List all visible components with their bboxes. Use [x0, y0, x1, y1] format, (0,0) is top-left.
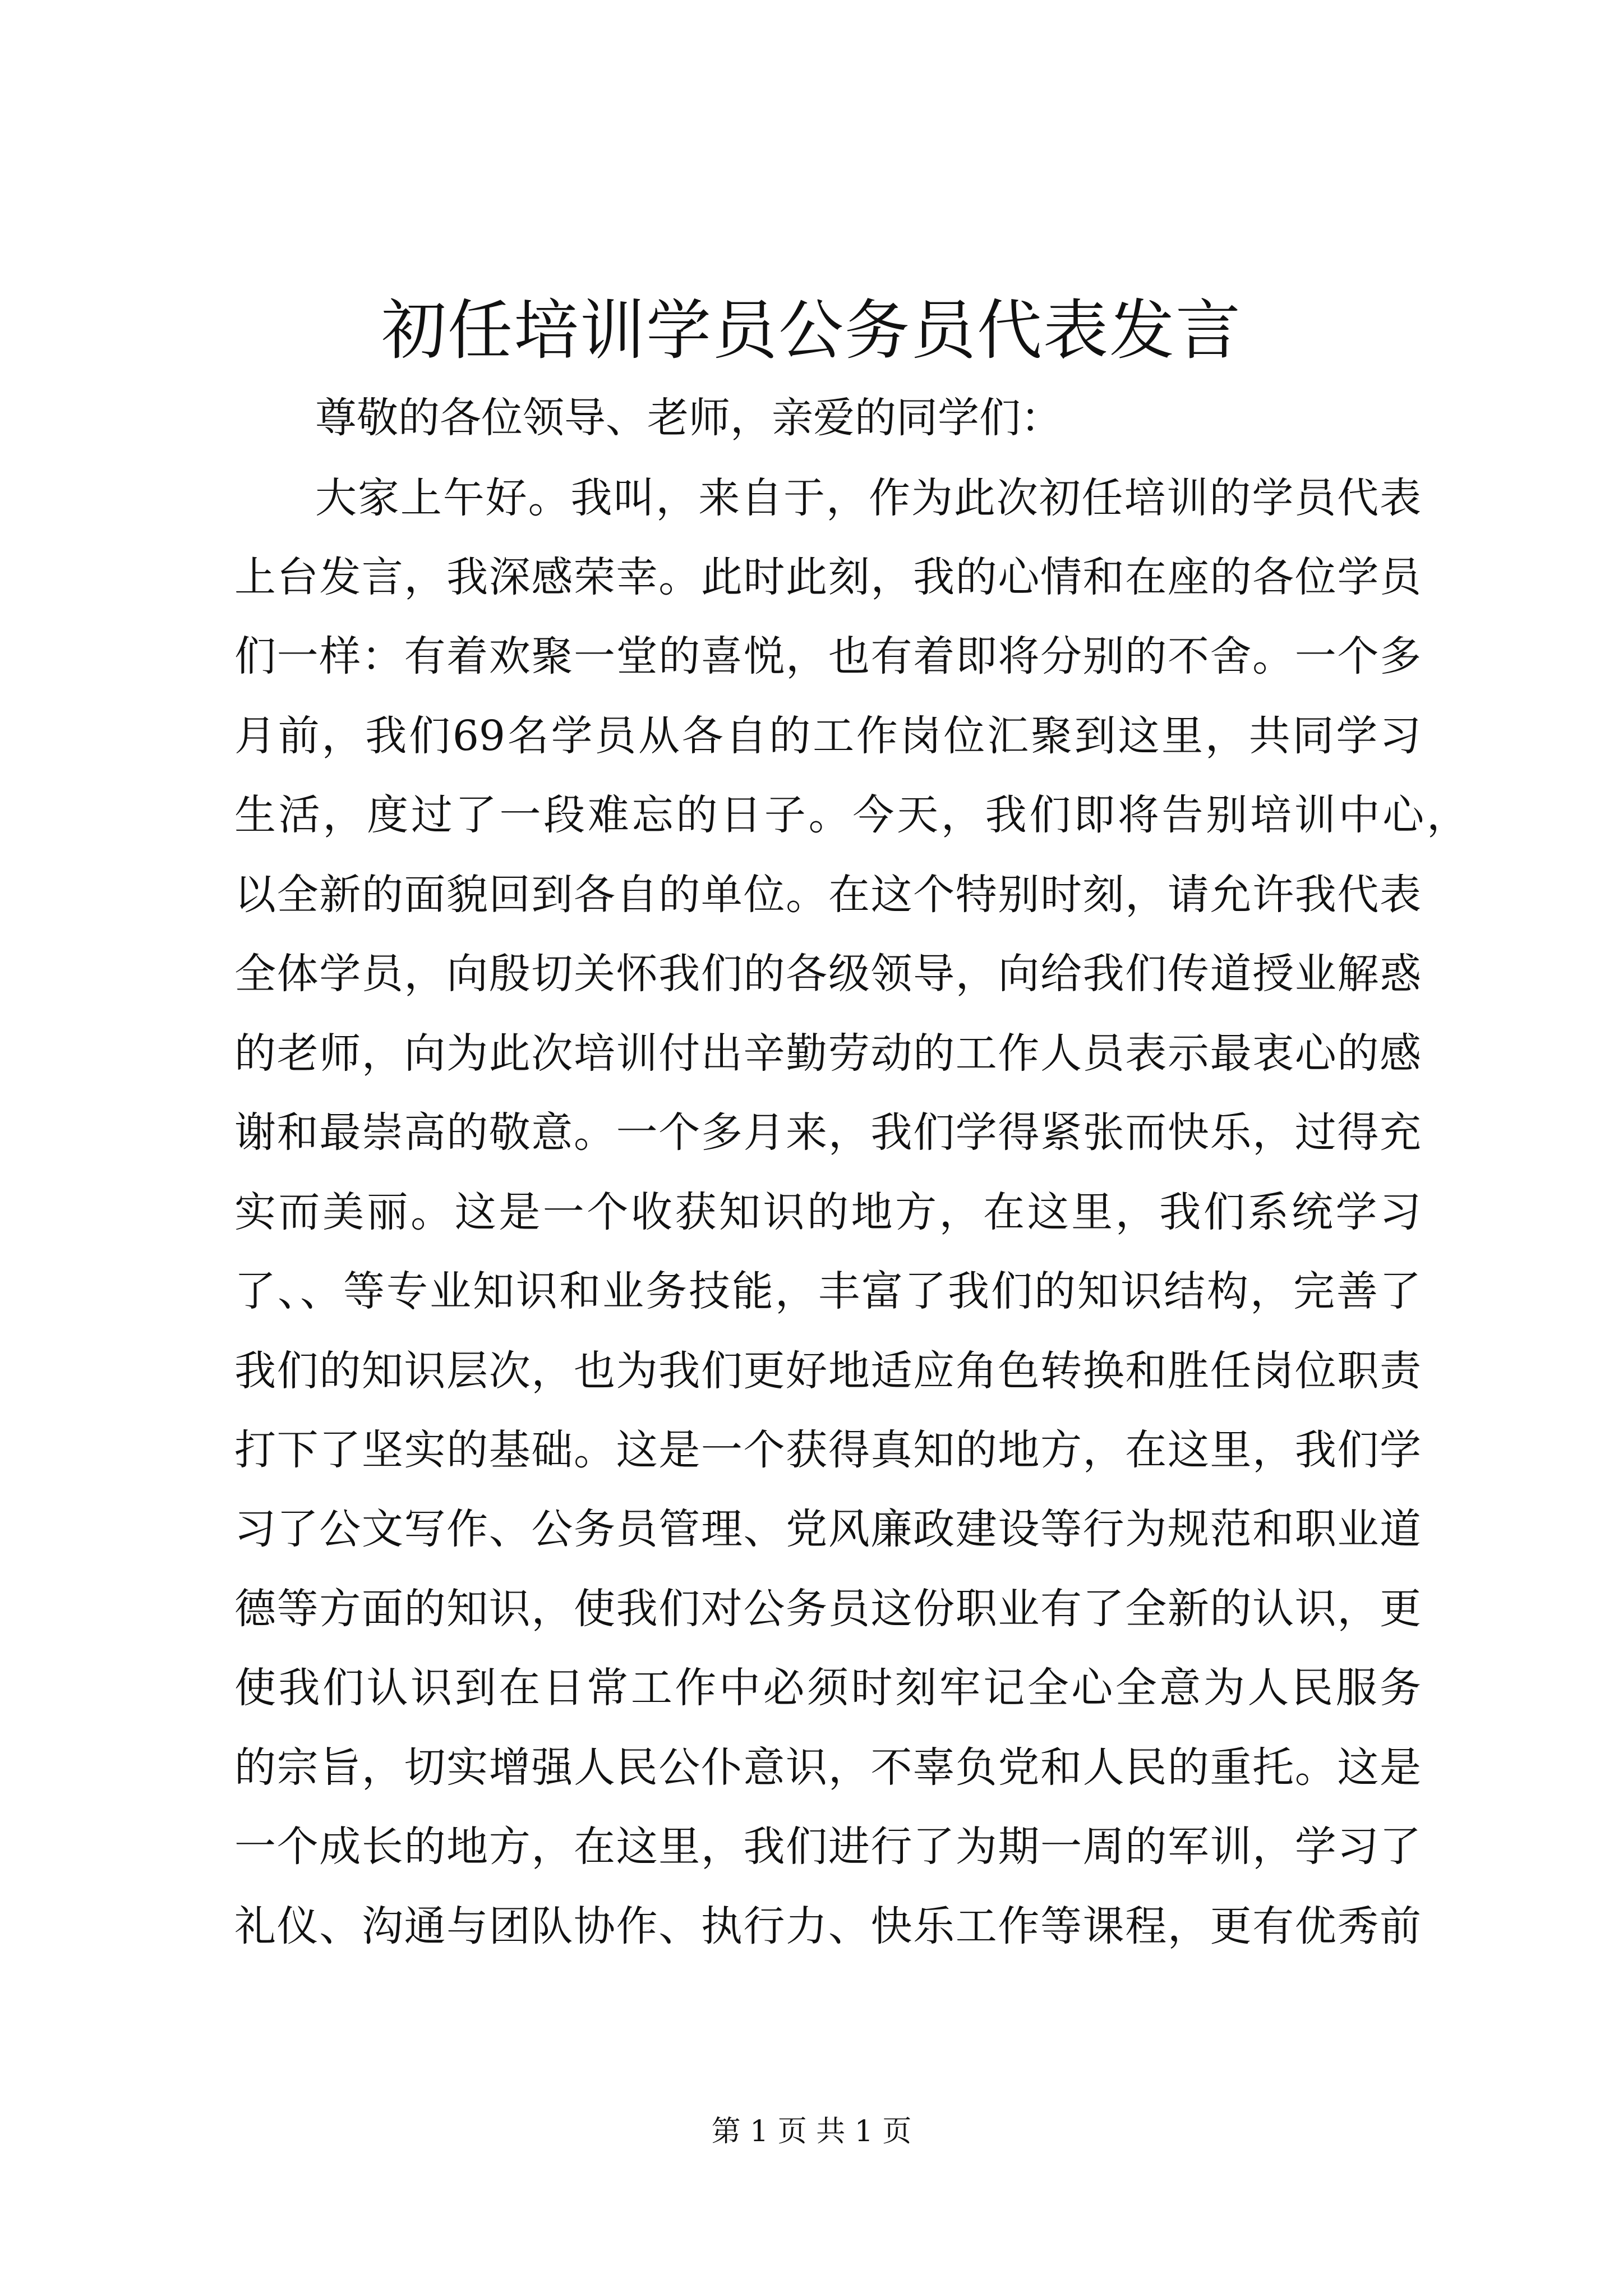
body-line: 我们的知识层次，也为我们更好地适应角色转换和胜任岗位职责: [234, 1347, 1421, 1395]
body-line: 谢和最崇高的敬意。一个多月来，我们学得紧张而快乐，过得充: [234, 1108, 1421, 1157]
body-line: 德等方面的知识，使我们对公务员这份职业有了全新的认识，更: [234, 1585, 1421, 1633]
body-line: 一个成长的地方，在这里，我们进行了为期一周的军训，学习了: [234, 1823, 1421, 1871]
page-number-footer: 第 1 页 共 1 页: [711, 2115, 912, 2148]
document-title: 初任培训学员公务员代表发言: [381, 293, 1242, 369]
body-line: 生活，度过了一段难忘的日子。今天，我们即将告别培训中心，: [234, 791, 1468, 839]
salutation: 尊敬的各位领导、老师，亲爱的同学们：: [315, 394, 1062, 442]
body-line: 的宗旨，切实增强人民公仆意识，不辜负党和人民的重托。这是: [234, 1743, 1421, 1792]
body-line: 的老师，向为此次培训付出辛勤劳动的工作人员表示最衷心的感: [234, 1029, 1421, 1078]
body-line: 大家上午好。我叫，来自于，作为此次初任培训的学员代表: [315, 474, 1421, 522]
body-line: 实而美丽。这是一个收获知识的地方，在这里，我们系统学习: [234, 1188, 1421, 1236]
body-line: 们一样：有着欢聚一堂的喜悦，也有着即将分别的不舍。一个多: [234, 632, 1421, 680]
body-line: 使我们认识到在日常工作中必须时刻牢记全心全意为人民服务: [234, 1664, 1421, 1712]
body-line: 习了公文写作、公务员管理、党风廉政建设等行为规范和职业道: [234, 1505, 1421, 1553]
body-line: 礼仪、沟通与团队协作、执行力、快乐工作等课程，更有优秀前: [234, 1902, 1421, 1950]
body-line: 了、、等专业知识和业务技能，丰富了我们的知识结构，完善了: [234, 1267, 1421, 1315]
body-line: 以全新的面貌回到各自的单位。在这个特别时刻，请允许我代表: [234, 871, 1421, 919]
body-line: 上台发言，我深感荣幸。此时此刻，我的心情和在座的各位学员: [234, 553, 1421, 601]
body-line: 全体学员，向殷切关怀我们的各级领导，向给我们传道授业解惑: [234, 950, 1421, 998]
body-line: 月前，我们69名学员从各自的工作岗位汇聚到这里，共同学习: [234, 712, 1421, 760]
body-line: 打下了坚实的基础。这是一个获得真知的地方，在这里，我们学: [234, 1426, 1421, 1474]
